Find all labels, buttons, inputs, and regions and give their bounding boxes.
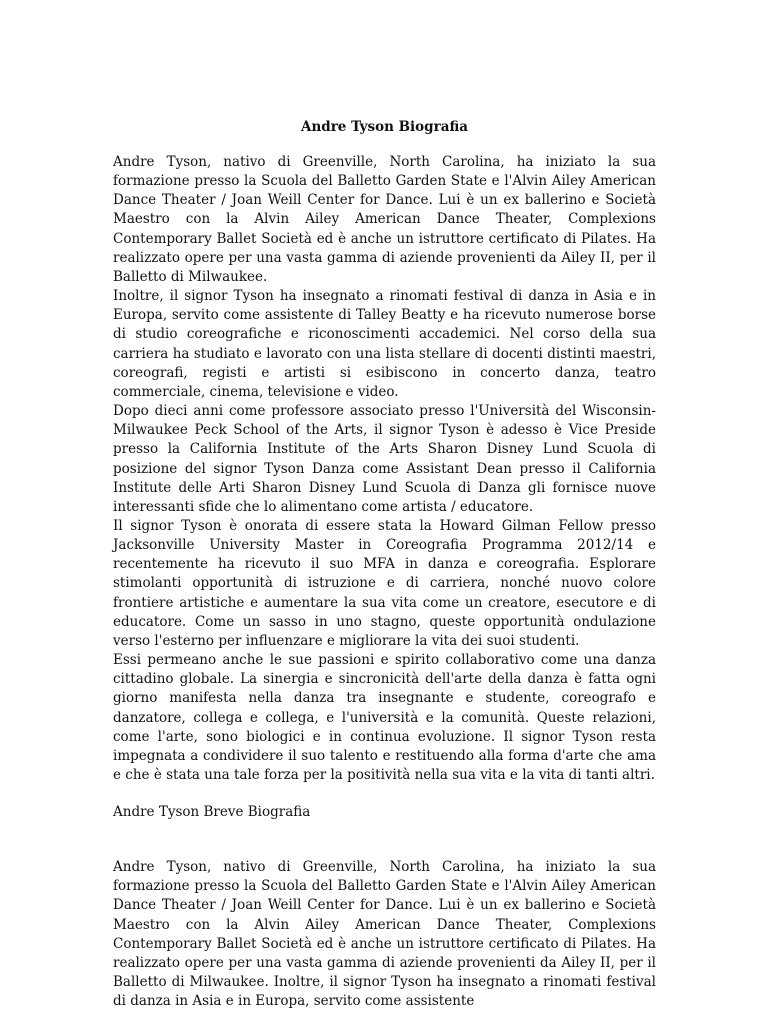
short-bio-paragraph: Andre Tyson, nativo di Greenville, North Carolina, ha iniziato la sua formazione presso la Scuola del Balletto Garden State e l'Alvin Ailey American Dance Theater / Joan Weill Center for Dance. Lui è un ex ballerino e Società Maestro con la Alvin Ailey American Dance Theater, Complexions Contemporary Ballet Società ed è anche un istruttore certificato di Pilates. Ha realizzato opere per una vasta gamma di aziende provenienti da Ailey II, per il Balletto di Milwaukee. Inoltre, il signor Tyson ha insegnato a rinomati festival di danza in Asia e in Europa, servito come assistente bbox=[113, 859, 656, 1010]
spacer bbox=[113, 822, 656, 858]
short-bio-title: Andre Tyson Breve Biografia bbox=[113, 804, 311, 821]
bio-paragraph-4: Il signor Tyson è onorata di essere stata la Howard Gilman Fellow presso Jacksonville University Master in Coreografia Programma 2012/14 e recentemente ha ricevuto il suo MFA in danza e coreografia. Esplorare stimolanti opportunità di istruzione e di carriera, nonché nuovo colore frontiere artistiche e aumentare la sua vita come un creatore, esecutore e di educatore. Come un sasso in uno stagno, queste opportunità ondulazione verso l'esterno per influenzare e migliorare la vita dei suoi studenti. bbox=[113, 517, 656, 649]
bio-paragraph-1: Andre Tyson, nativo di Greenville, North Carolina, ha iniziato la sua formazione presso la Scuola del Balletto Garden State e l'Alvin Ailey American Dance Theater / Joan Weill Center for Dance. Lui è un ex ballerino e Società Maestro con la Alvin Ailey American Dance Theater, Complexions Contemporary Ballet Società ed è anche un istruttore certificato di Pilates. Ha realizzato opere per una vasta gamma di aziende provenienti da Ailey II, per il Balletto di Milwaukee. bbox=[113, 154, 656, 285]
bio-paragraph-5: Essi permeano anche le sue passioni e spirito collaborativo come una danza cittadino globale. La sinergia e sincronicità dell'arte della danza è fatta ogni giorno manifesta nella danza tra insegnante e studente, coreografo e danzatore, collega e collega, e l'università e la comunità. Queste relazioni, come l'arte, sono biologici e in continua evoluzione. Il signor Tyson resta impegnata a condividere il suo talento e restituendo alla forma d'arte che ama e che è stata una tale forza per la positività nella sua vita e la vita di tanti altri. bbox=[113, 652, 656, 783]
bio-paragraph-2: Inoltre, il signor Tyson ha insegnato a rinomati festival di danza in Asia e in Europa, servito come assistente di Talley Beatty e ha ricevuto numerose borse di studio coreografiche e riconoscimenti accademici. Nel corso della sua carriera ha studiato e lavorato con una lista stellare di docenti distinti maestri, coreografi, registi e artisti si esibiscono in concerto danza, teatro commerciale, cinema, televisione e video. bbox=[113, 288, 656, 400]
bio-paragraph-3: Dopo dieci anni come professore associato presso l'Università del Wisconsin-Milwaukee Peck School of the Arts, il signor Tyson è adesso è Vice Preside presso la California Institute of the Arts Sharon Disney Lund Scuola di posizione del signor Tyson Danza come Assistant Dean presso il California Institute delle Arti Sharon Disney Lund Scuola di Danza gli fornisce nuove interessanti sfide che lo alimentano come artista / educatore. bbox=[113, 403, 656, 515]
document-title: Andre Tyson Biografia bbox=[300, 119, 469, 135]
document-page bbox=[113, 118, 656, 1011]
